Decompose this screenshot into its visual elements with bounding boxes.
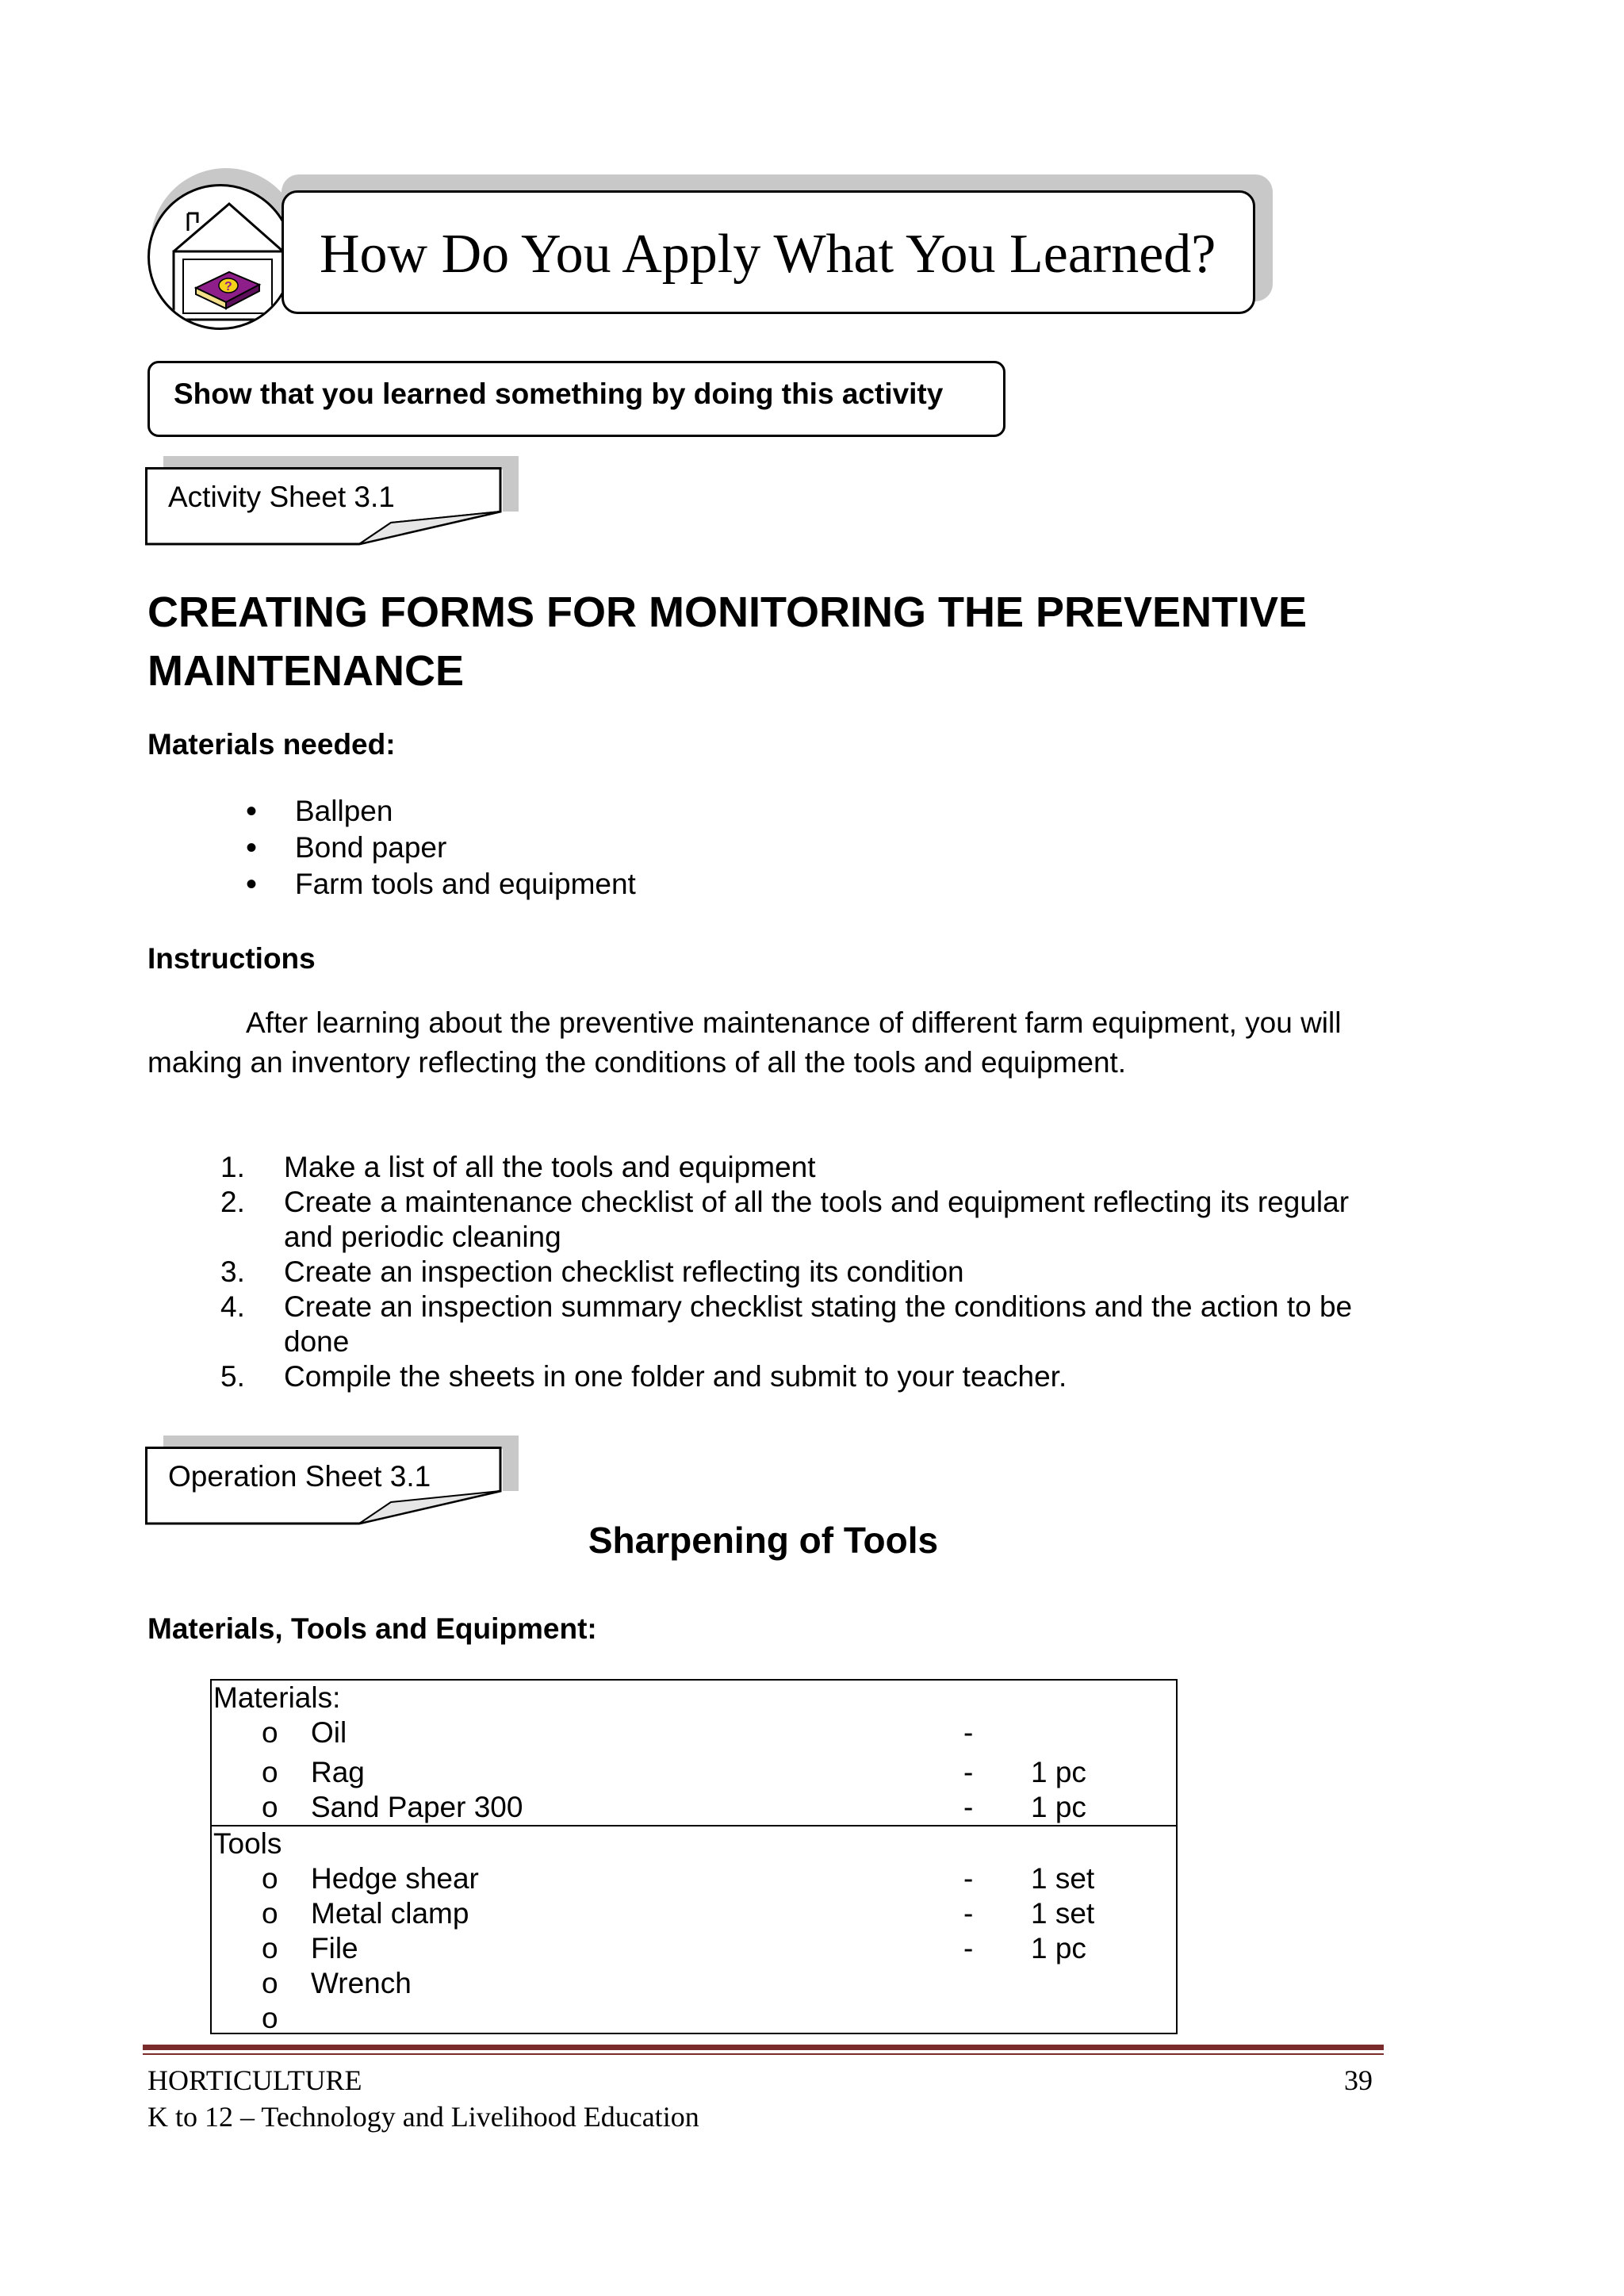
- table-row: [212, 1931, 1176, 1966]
- table-row: [212, 1790, 1176, 1825]
- step-number: 3.: [220, 1255, 245, 1288]
- step-number: 4.: [220, 1290, 245, 1323]
- activity-title-line1: CREATING FORMS FOR MONITORING THE PREVENTIVE: [147, 588, 1308, 636]
- operation-title: Sharpening of Tools: [588, 1520, 939, 1561]
- footer-program: K to 12 – Technology and Livelihood Education: [147, 2101, 699, 2133]
- footer-rule-thin: [143, 2053, 1384, 2055]
- materials-header: Materials:: [213, 1681, 341, 1714]
- step-text: Create an inspection checklist reflecting its condition: [284, 1255, 964, 1288]
- row-qty: 1 pc: [1031, 1791, 1086, 1823]
- row-bullet: o: [262, 1716, 278, 1749]
- step-text: Create a maintenance checklist of all the tools and equipment reflecting its regular and periodic cleaning: [284, 1186, 1350, 1253]
- steps-list: [147, 1150, 1385, 1394]
- row-bullet: o: [262, 1862, 278, 1895]
- operation-sheet-tag: [147, 1449, 503, 1525]
- row-qty: 1 pc: [1031, 1756, 1086, 1788]
- row-item: File: [311, 1932, 358, 1964]
- row-bullet: o: [262, 1756, 278, 1788]
- instructions-label: Instructions: [147, 942, 316, 975]
- step-text: Make a list of all the tools and equipment: [284, 1151, 816, 1183]
- tools-section: [212, 1825, 1176, 2036]
- row-dash: -: [963, 1932, 974, 1964]
- operation-sheet-label: Operation Sheet 3.1: [168, 1460, 431, 1493]
- page-number: 39: [1344, 2064, 1373, 2096]
- row-qty: 1 set: [1031, 1897, 1095, 1930]
- instructions-paragraph: After learning about the preventive maintenance of different farm equipment, you will making an inventory reflecting the conditions of all the tools and equipment.: [147, 1006, 1342, 1079]
- list-item: • Ballpen: [246, 793, 636, 830]
- table-row: [212, 1861, 1176, 1896]
- row-item: Oil: [311, 1716, 347, 1749]
- step-text: Compile the sheets in one folder and submit to your teacher.: [284, 1360, 1067, 1393]
- row-dash: -: [963, 1756, 974, 1788]
- step-text: Create an inspection summary checklist stating the conditions and the action to be done: [284, 1290, 1353, 1358]
- row-dash: -: [963, 1716, 974, 1749]
- row-dash: -: [963, 1862, 974, 1895]
- list-item: [147, 1255, 1385, 1290]
- row-item: Rag: [311, 1756, 365, 1788]
- row-bullet: o: [262, 1967, 278, 1999]
- banner-title: How Do You Apply What You Learned?: [282, 190, 1255, 314]
- row-bullet: o: [262, 2002, 278, 2034]
- row-item: Hedge shear: [311, 1862, 479, 1895]
- house-book-icon: [147, 184, 293, 330]
- row-item: Wrench: [311, 1967, 412, 1999]
- tools-header: Tools: [213, 1827, 282, 1860]
- footer-subject: HORTICULTURE: [147, 2064, 362, 2096]
- footer-left: [147, 2062, 699, 2135]
- table-row: [212, 1966, 1176, 2001]
- list-item: [147, 1185, 1385, 1255]
- row-item: Sand Paper 300: [311, 1791, 523, 1823]
- row-bullet: o: [262, 1932, 278, 1964]
- row-dash: -: [963, 1897, 974, 1930]
- footer-rule: [143, 2045, 1384, 2050]
- step-number: 2.: [220, 1186, 245, 1218]
- materials-needed-label: Materials needed:: [147, 728, 396, 761]
- row-bullet: o: [262, 1791, 278, 1823]
- row-dash: -: [963, 1791, 974, 1823]
- materials-tools-table: [210, 1679, 1178, 2034]
- activity-title: [147, 583, 1416, 700]
- step-number: 1.: [220, 1151, 245, 1183]
- row-item: Metal clamp: [311, 1897, 469, 1930]
- svg-text:?: ?: [224, 280, 232, 293]
- list-item: [147, 1290, 1385, 1359]
- activity-title-line2: MAINTENANCE: [147, 647, 464, 695]
- row-bullet: o: [262, 1897, 278, 1930]
- list-item: [147, 1150, 1385, 1185]
- materials-list: [246, 793, 636, 903]
- mte-label: Materials, Tools and Equipment:: [147, 1612, 597, 1645]
- materials-section: [212, 1681, 1176, 1825]
- activity-sheet-label: Activity Sheet 3.1: [168, 481, 395, 513]
- step-number: 5.: [220, 1360, 245, 1393]
- activity-instruction-box: Show that you learned something by doing this activity: [147, 361, 1005, 437]
- table-row: [212, 1896, 1176, 1931]
- row-qty: 1 pc: [1031, 1932, 1086, 1964]
- list-item: • Bond paper: [246, 830, 636, 866]
- table-row: [212, 1715, 1176, 1750]
- activity-sheet-tag: [147, 470, 503, 546]
- table-row: [212, 2001, 1176, 2036]
- list-item: • Farm tools and equipment: [246, 866, 636, 903]
- row-qty: 1 set: [1031, 1862, 1095, 1895]
- list-item: [147, 1359, 1385, 1394]
- table-row: [212, 1755, 1176, 1790]
